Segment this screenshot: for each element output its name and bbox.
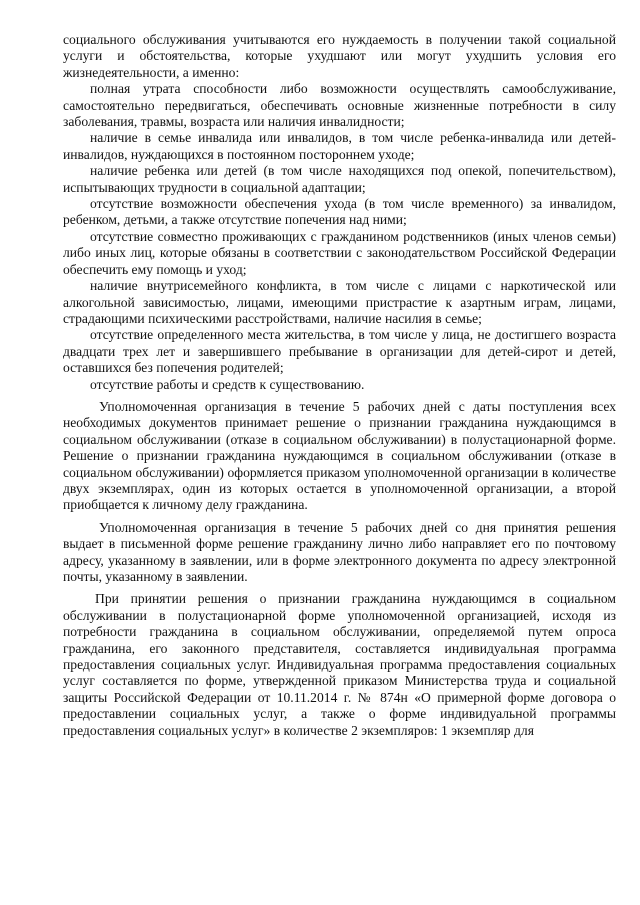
- list-item-no-relatives: отсутствие совместно проживающих с гражданином родственников (иных членов семьи) либо иных лиц, которые обязаны в соответствии с законодательством Российской Федерации обеспечить ему помощь и уход;: [63, 228, 616, 277]
- list-item-disabled-family: наличие в семье инвалида или инвалидов, в том числе ребенка-инвалида или детей-инвалидов, нуждающихся в постоянном постороннем уходе;: [63, 130, 616, 162]
- list-item-family-conflict: наличие внутрисемейного конфликта, в том числе с лицами с наркотической или алкогольной зависимостью, лицами, имеющими пристрастие к азартным играм, лицами, страдающими психическими расстройствами, наличие насилия в семье;: [63, 278, 616, 326]
- list-item-no-residence: отсутствие определенного места жительства, в том числе у лица, не достигшего возраста двадцати трех лет и завершившего пребывание в организации для детей-сирот и детей, оставшихся без попечения родителей;: [63, 327, 616, 376]
- list-item-child-adaptation: наличие ребенка или детей (в том числе находящихся под опекой, попечительством), испытывающих трудности в социальной адаптации;: [63, 163, 616, 195]
- paragraph-intro: социального обслуживания учитываются его нуждаемость в получении такой социальной услуги и обстоятельства, которые ухудшают или могут ухудшить условия его жизнедеятельности, а именно:: [63, 32, 616, 80]
- paragraph-decision: Уполномоченная организация в течение 5 рабочих дней с даты поступления всех необходимых документов принимает решение о признании гражданина нуждающимся в социальном обслуживании (отказе в социальном обслуживании) в полустационарной форме. Решение о признании гражданина нуждающимся в социальном обслуживании (отказе в социальном обслуживании) оформляется приказом уполномоченной организации в количестве двух экземплярах, один из которых остается в уполномоченной организации, а второй приобщается к личному делу гражданина.: [63, 398, 616, 513]
- list-item-no-work: отсутствие работы и средств к существованию.: [90, 376, 365, 392]
- list-item-no-care: отсутствие возможности обеспечения ухода (в том числе временного) за инвалидом, ребенком, детьми, а также отсутствие попечения над ними;: [63, 196, 616, 228]
- paragraph-individual-program: При принятии решения о признании гражданина нуждающимся в социальном обслуживании в полустационарной форме уполномоченной организацией, исходя из потребности гражданина в социальном обслуживании, определяемой путем опроса гражданина, его законного представителя, составляется индивидуальная программа предоставления социальных услуг. Индивидуальная программа предоставления социальных услуг составляется по форме, утвержденной приказом Министерства труда и социальной защиты Российской Федерации от 10.11.2014 г. № 874н «О примерной форме договора о предоставлении социальных услуг, а также о форме индивидуальной программы предоставления социальных услуг» в количестве 2 экземпляров: 1 экземпляр для: [63, 591, 616, 738]
- list-item-self-care: полная утрата способности либо возможности осуществлять самообслуживание, самостоятельно передвигаться, обеспечивать основные жизненные потребности в силу заболевания, травмы, возраста или наличия инвалидности;: [63, 81, 616, 130]
- paragraph-notification: Уполномоченная организация в течение 5 рабочих дней со дня принятия решения выдает в письменной форме решение гражданину лично либо направляет его по почтовому адресу, указанному в заявлении, или в форме электронного документа по адресу электронной почты, указанному в заявлении.: [63, 519, 616, 584]
